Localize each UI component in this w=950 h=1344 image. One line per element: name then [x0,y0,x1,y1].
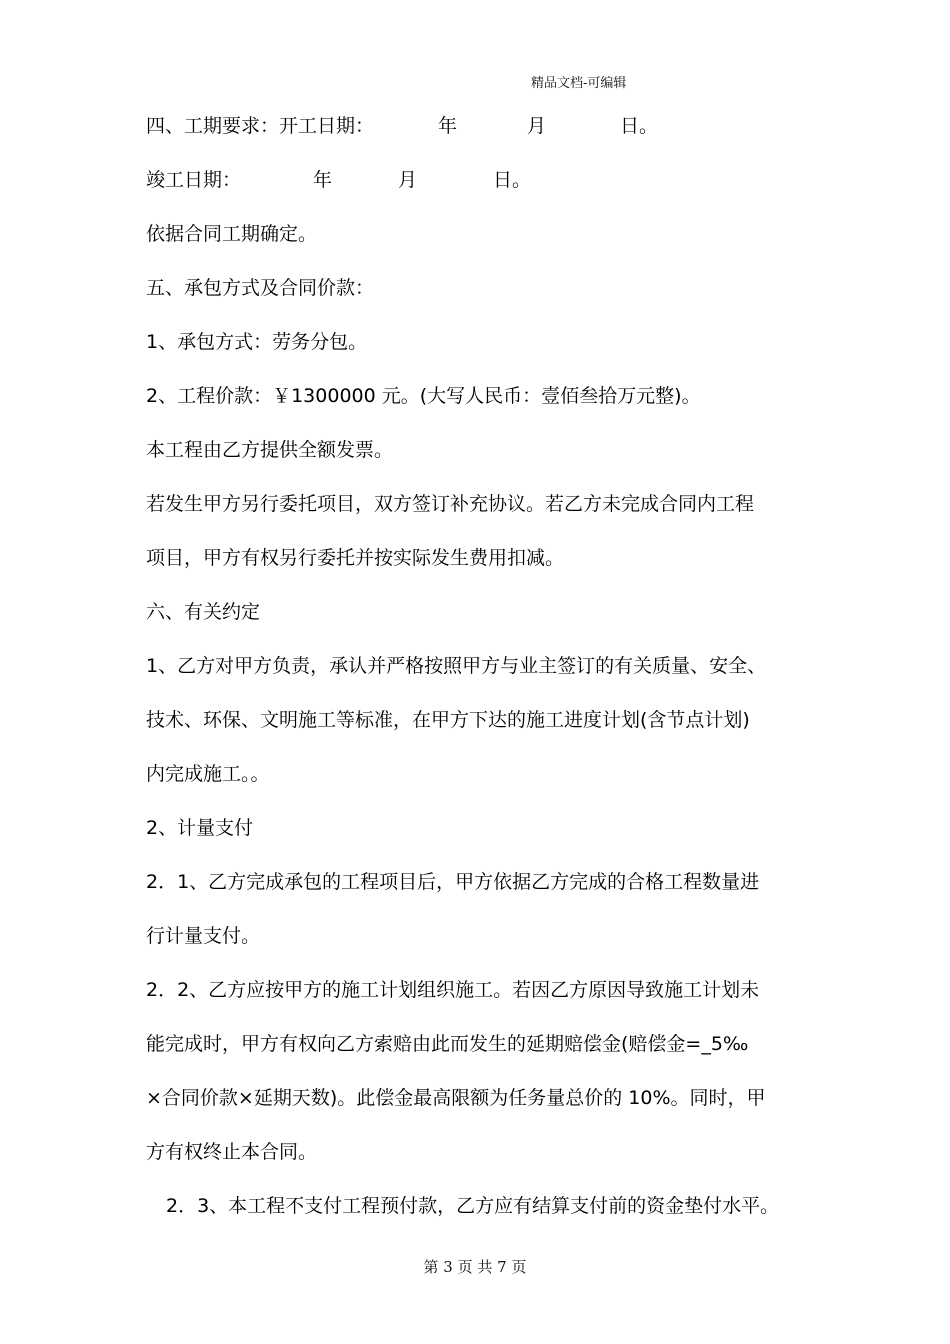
completion-month-unit: 月 [398,169,418,191]
contract-price-line: 2、工程价款：￥1300000 元。(大写人民币：壹佰叁拾万元整)。 [146,385,701,407]
paragraph-line: 1、承包方式：劳务分包。 [146,331,368,353]
paragraph-line: 依据合同工期确定。 [146,223,318,245]
paragraph-line: 能完成时，甲方有权向乙方索赔由此而发生的延期赔偿金(赔偿金=_5‰ [146,1033,749,1055]
paragraph-line: ×合同价款×延期天数)。此偿金最高限额为任务量总价的 10%。同时，甲 [146,1087,766,1109]
paragraph-line: 项目，甲方有权另行委托并按实际发生费用扣减。 [146,547,565,569]
paragraph-line: 本工程由乙方提供全额发票。 [146,439,394,461]
paragraph-line: 2．3、本工程不支付工程预付款，乙方应有结算支付前的资金垫付水平。 [166,1195,780,1217]
page-header: 精品文档-可编辑 [531,76,627,91]
construction-start-date-line [146,107,816,161]
start-day-unit: 日。 [620,115,659,137]
paragraph-line: 若发生甲方另行委托项目，双方签订补充协议。若乙方未完成合同内工程 [146,493,755,515]
start-month-unit: 月 [527,115,547,137]
paragraph-line: 2．1、乙方完成承包的工程项目后，甲方依据乙方完成的合格工程数量进 [146,871,760,893]
paragraph-line: 1、乙方对甲方负责，承认并严格按照甲方与业主签订的有关质量、安全、 [146,655,767,677]
section-heading: 五、承包方式及合同价款： [146,277,375,299]
start-year-unit: 年 [438,115,458,137]
completion-date-line [146,161,816,215]
document-body [146,107,816,1241]
paragraph-line: 内完成施工。。 [146,763,270,785]
subsection-heading: 2、计量支付 [146,817,254,839]
paragraph-line: 技术、环保、文明施工等标准，在甲方下达的施工进度计划(含节点计划) [146,709,750,731]
completion-date-label: 竣工日期： [146,169,242,191]
completion-day-unit: 日。 [493,169,532,191]
paragraph-line: 2．2、乙方应按甲方的施工计划组织施工。若因乙方原因导致施工计划未 [146,979,760,1001]
page-number-footer: 第 3 页 共 7 页 [423,1258,527,1276]
paragraph-line: 行计量支付。 [146,925,261,947]
paragraph-line: 方有权终止本合同。 [146,1141,318,1163]
start-date-label: 四、工期要求：开工日期： [146,115,375,137]
completion-year-unit: 年 [313,169,333,191]
section-heading: 六、有关约定 [146,601,261,623]
